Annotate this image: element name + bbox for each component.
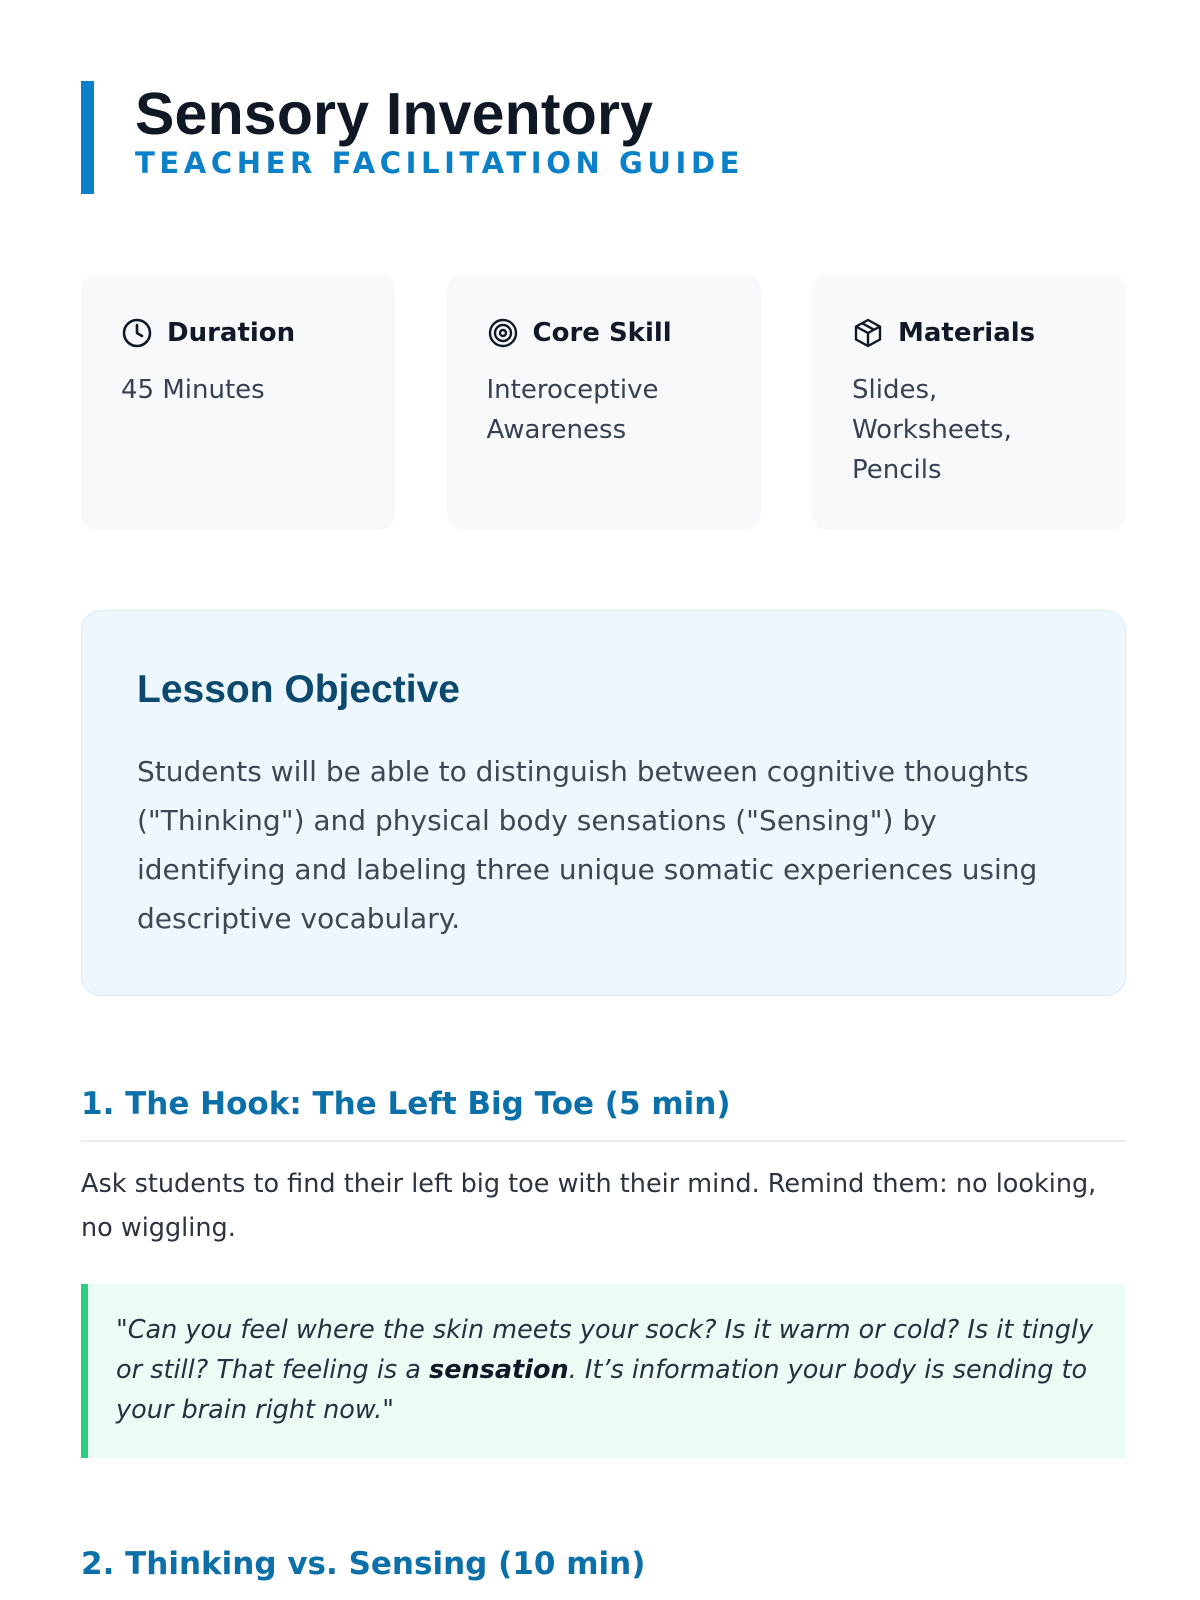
card-value: 45 Minutes (121, 375, 265, 405)
card-header (121, 316, 355, 350)
objective-text: Students will be able to distinguish between cognitive thoughts ("Thinking") and physical body sensations ("Sensing") by identifying and labeling three unique somatic experiences using descriptive vocabulary. (137, 755, 1038, 935)
lesson-objective-box (81, 610, 1126, 996)
card-label: Materials (898, 318, 1036, 348)
page-title: Sensory Inventory (135, 81, 654, 147)
clock-icon (121, 317, 153, 349)
teacher-script-quote (81, 1284, 1126, 1458)
card-header (487, 316, 721, 350)
page-subtitle: TEACHER FACILITATION GUIDE (135, 146, 745, 180)
section-body: Ask students to find their left big toe with their mind. Remind them: no looking, no wiggling. (81, 1169, 1097, 1243)
core-skill-card (447, 274, 761, 530)
quote-emphasis: sensation (429, 1355, 569, 1385)
quote-text-end: . It’s information your body is sending to your brain right now." (116, 1355, 1088, 1425)
duration-card (81, 274, 395, 530)
section-heading: 2. Thinking vs. Sensing (10 min) (81, 1544, 1126, 1600)
section-hook (81, 1084, 1126, 1458)
card-header (852, 316, 1086, 350)
info-cards (81, 274, 1126, 530)
card-label: Duration (167, 318, 296, 348)
section-thinking-vs-sensing (81, 1544, 1126, 1600)
materials-card (812, 274, 1126, 530)
target-icon (487, 317, 519, 349)
objective-heading: Lesson Objective (137, 668, 460, 711)
quote-text-start: "Can you feel where the skin meets your sock? Is it warm or cold? Is it tingly or still? That feeling is a (116, 1315, 1094, 1385)
card-value: Slides, Worksheets, Pencils (852, 375, 1012, 485)
card-value: Interoceptive Awareness (486, 375, 659, 445)
card-label: Core Skill (532, 318, 672, 348)
section-heading: 1. The Hook: The Left Big Toe (5 min) (81, 1084, 1126, 1142)
page-header (81, 81, 744, 194)
box-icon (852, 317, 884, 349)
